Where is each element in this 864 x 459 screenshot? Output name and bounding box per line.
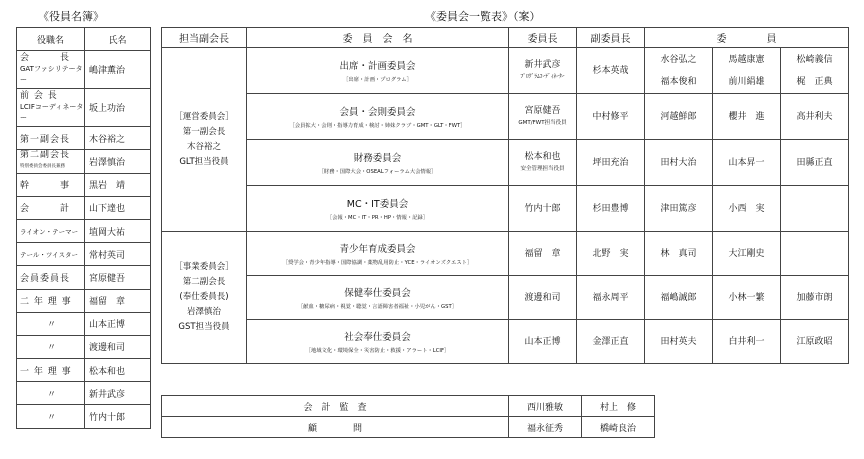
advisor-label: 顧 問	[162, 417, 509, 438]
member-cell	[781, 186, 849, 232]
roster-row	[17, 266, 151, 289]
vicechair-cell: 坪田充治	[577, 140, 645, 186]
officers-title: 《役員名簿》	[38, 10, 104, 23]
roster-name: 宮原健吾	[85, 266, 151, 289]
vicechair-cell: 金澤正直	[577, 320, 645, 364]
roster-header-role: 役職名	[17, 28, 85, 51]
member-cell: 田村大治	[645, 140, 713, 186]
roster-role: 第一副会長	[17, 127, 85, 150]
committee-row	[162, 276, 849, 320]
roster-role: 第二副会長 特別委員会委員長兼務	[17, 150, 85, 173]
roster-header-row	[17, 28, 151, 51]
member-cell: 加藤市朗	[781, 276, 849, 320]
committees-title: 《委員会一覧表》（案）	[425, 10, 541, 23]
roster-role: 会員委員長	[17, 266, 85, 289]
roster-role: 一 年 理 事	[17, 359, 85, 382]
vicechair-cell: 北野 実	[577, 232, 645, 276]
committee-name-cell: 社会奉仕委員会 ［地域文化・環境保全・災害防止・救援・アラート・LCIF］	[247, 320, 509, 364]
chair-cell: 竹内十郎	[509, 186, 577, 232]
roster-role: 会 長 GATファシリテーター	[17, 51, 85, 89]
roster-name: 新井武彦	[85, 382, 151, 405]
member-cell: 小林一繁	[713, 276, 781, 320]
roster-role: 幹 事	[17, 173, 85, 196]
roster-name: 松本和也	[85, 359, 151, 382]
vicechair-cell: 中村修平	[577, 94, 645, 140]
roster-role: 〃	[17, 382, 85, 405]
roster-name: 山本正博	[85, 312, 151, 335]
auditor-row	[162, 396, 655, 417]
committee-name-cell: 保健奉仕委員会 ［献血・糖尿病・視覚・聴覚・言語障害者福祉・小児がん・GST］	[247, 276, 509, 320]
roster-row	[17, 219, 151, 242]
roster-role: 会 計	[17, 196, 85, 219]
advisor-name: 福永征秀	[509, 417, 582, 438]
member-cell: 林 真司	[645, 232, 713, 276]
officer-roster-table	[16, 27, 151, 429]
chair-cell: 新井武彦 ﾌﾟﾛｸﾞﾗﾑｺｰﾃﾞｨﾈｰﾀｰ	[509, 48, 577, 94]
member-cell	[781, 232, 849, 276]
member-cell: 田縣正直	[781, 140, 849, 186]
auditor-label: 会 計 監 査	[162, 396, 509, 417]
committee-name-cell: MC・IT委員会 ［会報・MC・IT・PR・HP・情報・記録］	[247, 186, 509, 232]
committee-row	[162, 320, 849, 364]
member-cell: 小西 実	[713, 186, 781, 232]
roster-name: 竹内十郎	[85, 405, 151, 428]
member-cell: 山本昇一	[713, 140, 781, 186]
member-cell: 津田篤彦	[645, 186, 713, 232]
roster-name: 渡邊和司	[85, 335, 151, 358]
committee-row	[162, 232, 849, 276]
member-cell: 櫻井 進	[713, 94, 781, 140]
roster-row	[17, 335, 151, 358]
roster-role: 〃	[17, 312, 85, 335]
committee-table	[161, 27, 849, 364]
vicechair-cell: 杉田豊博	[577, 186, 645, 232]
roster-row	[17, 196, 151, 219]
vice-president-cell: ［運営委員会］ 第一副会長 木谷裕之 GLT担当役員	[162, 48, 247, 232]
roster-name: 木谷裕之	[85, 127, 151, 150]
roster-role: 〃	[17, 405, 85, 428]
roster-role: 前 会 長 LCIFコーディネーター	[17, 89, 85, 127]
roster-row	[17, 289, 151, 312]
committee-name-cell: 財務委員会 ［財務・国際大会・OSEALフォーラム大会情報］	[247, 140, 509, 186]
member-cell: 田村英夫	[645, 320, 713, 364]
committee-name-cell: 会員・会則委員会 ［会員拡大・会則・指導力育成・検討・姉妹クラブ・GMT・GLT・FWT］	[247, 94, 509, 140]
vicechair-cell: 福永周平	[577, 276, 645, 320]
header-vice: 担当副会長	[162, 28, 247, 48]
auditor-name: 村上 修	[582, 396, 655, 417]
member-cell: 江原政昭	[781, 320, 849, 364]
roster-name: 福留 章	[85, 289, 151, 312]
header-chair: 委員長	[509, 28, 577, 48]
committee-row	[162, 140, 849, 186]
roster-row	[17, 127, 151, 150]
member-cell: 馬越康憲 前川絹雄	[713, 48, 781, 94]
roster-name: 坂上功治	[85, 89, 151, 127]
vicechair-cell: 杉本英哉	[577, 48, 645, 94]
roster-role: テール・ツイスター	[17, 243, 85, 266]
roster-header-name: 氏名	[85, 28, 151, 51]
member-cell: 高井利夫	[781, 94, 849, 140]
roster-row	[17, 382, 151, 405]
header-vicechair: 副委員長	[577, 28, 645, 48]
auditor-name: 西川雅敏	[509, 396, 582, 417]
roster-row	[17, 173, 151, 196]
roster-row	[17, 359, 151, 382]
committee-row	[162, 186, 849, 232]
roster-row	[17, 89, 151, 127]
roster-name: 埴岡大祐	[85, 219, 151, 242]
chair-cell: 渡邊和司	[509, 276, 577, 320]
member-cell: 河越鮮郎	[645, 94, 713, 140]
member-cell: 水谷弘之 福本俊和	[645, 48, 713, 94]
header-committee: 委 員 会 名	[247, 28, 509, 48]
member-cell: 大江剛史	[713, 232, 781, 276]
roster-name: 嶋津薫治	[85, 51, 151, 89]
roster-role: 二 年 理 事	[17, 289, 85, 312]
roster-role: ライオン・テーマー	[17, 219, 85, 242]
committee-row	[162, 48, 849, 94]
roster-row	[17, 405, 151, 428]
vice-president-cell: ［事業委員会］ 第二副会長 (奉仕委員長) 岩澤慎治 GST担当役員	[162, 232, 247, 364]
roster-name: 山下達也	[85, 196, 151, 219]
chair-cell: 宮原健吾 GMT/FWT担当役員	[509, 94, 577, 140]
chair-cell: 山本正博	[509, 320, 577, 364]
advisor-name: 橋崎良治	[582, 417, 655, 438]
advisor-row	[162, 417, 655, 438]
roster-name: 岩澤慎治	[85, 150, 151, 173]
member-cell: 福嶋誠郎	[645, 276, 713, 320]
roster-name: 黒岩 靖	[85, 173, 151, 196]
member-cell: 白井利一	[713, 320, 781, 364]
roster-row	[17, 51, 151, 89]
member-cell: 松崎義信 梶 正典	[781, 48, 849, 94]
roster-name: 常村英司	[85, 243, 151, 266]
committee-name-cell: 出席・計画委員会 ［出席・計画・プログラム］	[247, 48, 509, 94]
header-members: 委 員	[645, 28, 849, 48]
committee-name-cell: 青少年育成委員会 ［奨学会・青少年指導・国際協調・薬物乱用防止・YCE・ライオンズクエスト］	[247, 232, 509, 276]
committee-row	[162, 94, 849, 140]
roster-role: 〃	[17, 335, 85, 358]
roster-row	[17, 312, 151, 335]
roster-row	[17, 243, 151, 266]
roster-row	[17, 150, 151, 173]
committee-header-row	[162, 28, 849, 48]
chair-cell: 松本和也 安全管理担当役員	[509, 140, 577, 186]
auditor-table	[161, 395, 655, 438]
chair-cell: 福留 章	[509, 232, 577, 276]
